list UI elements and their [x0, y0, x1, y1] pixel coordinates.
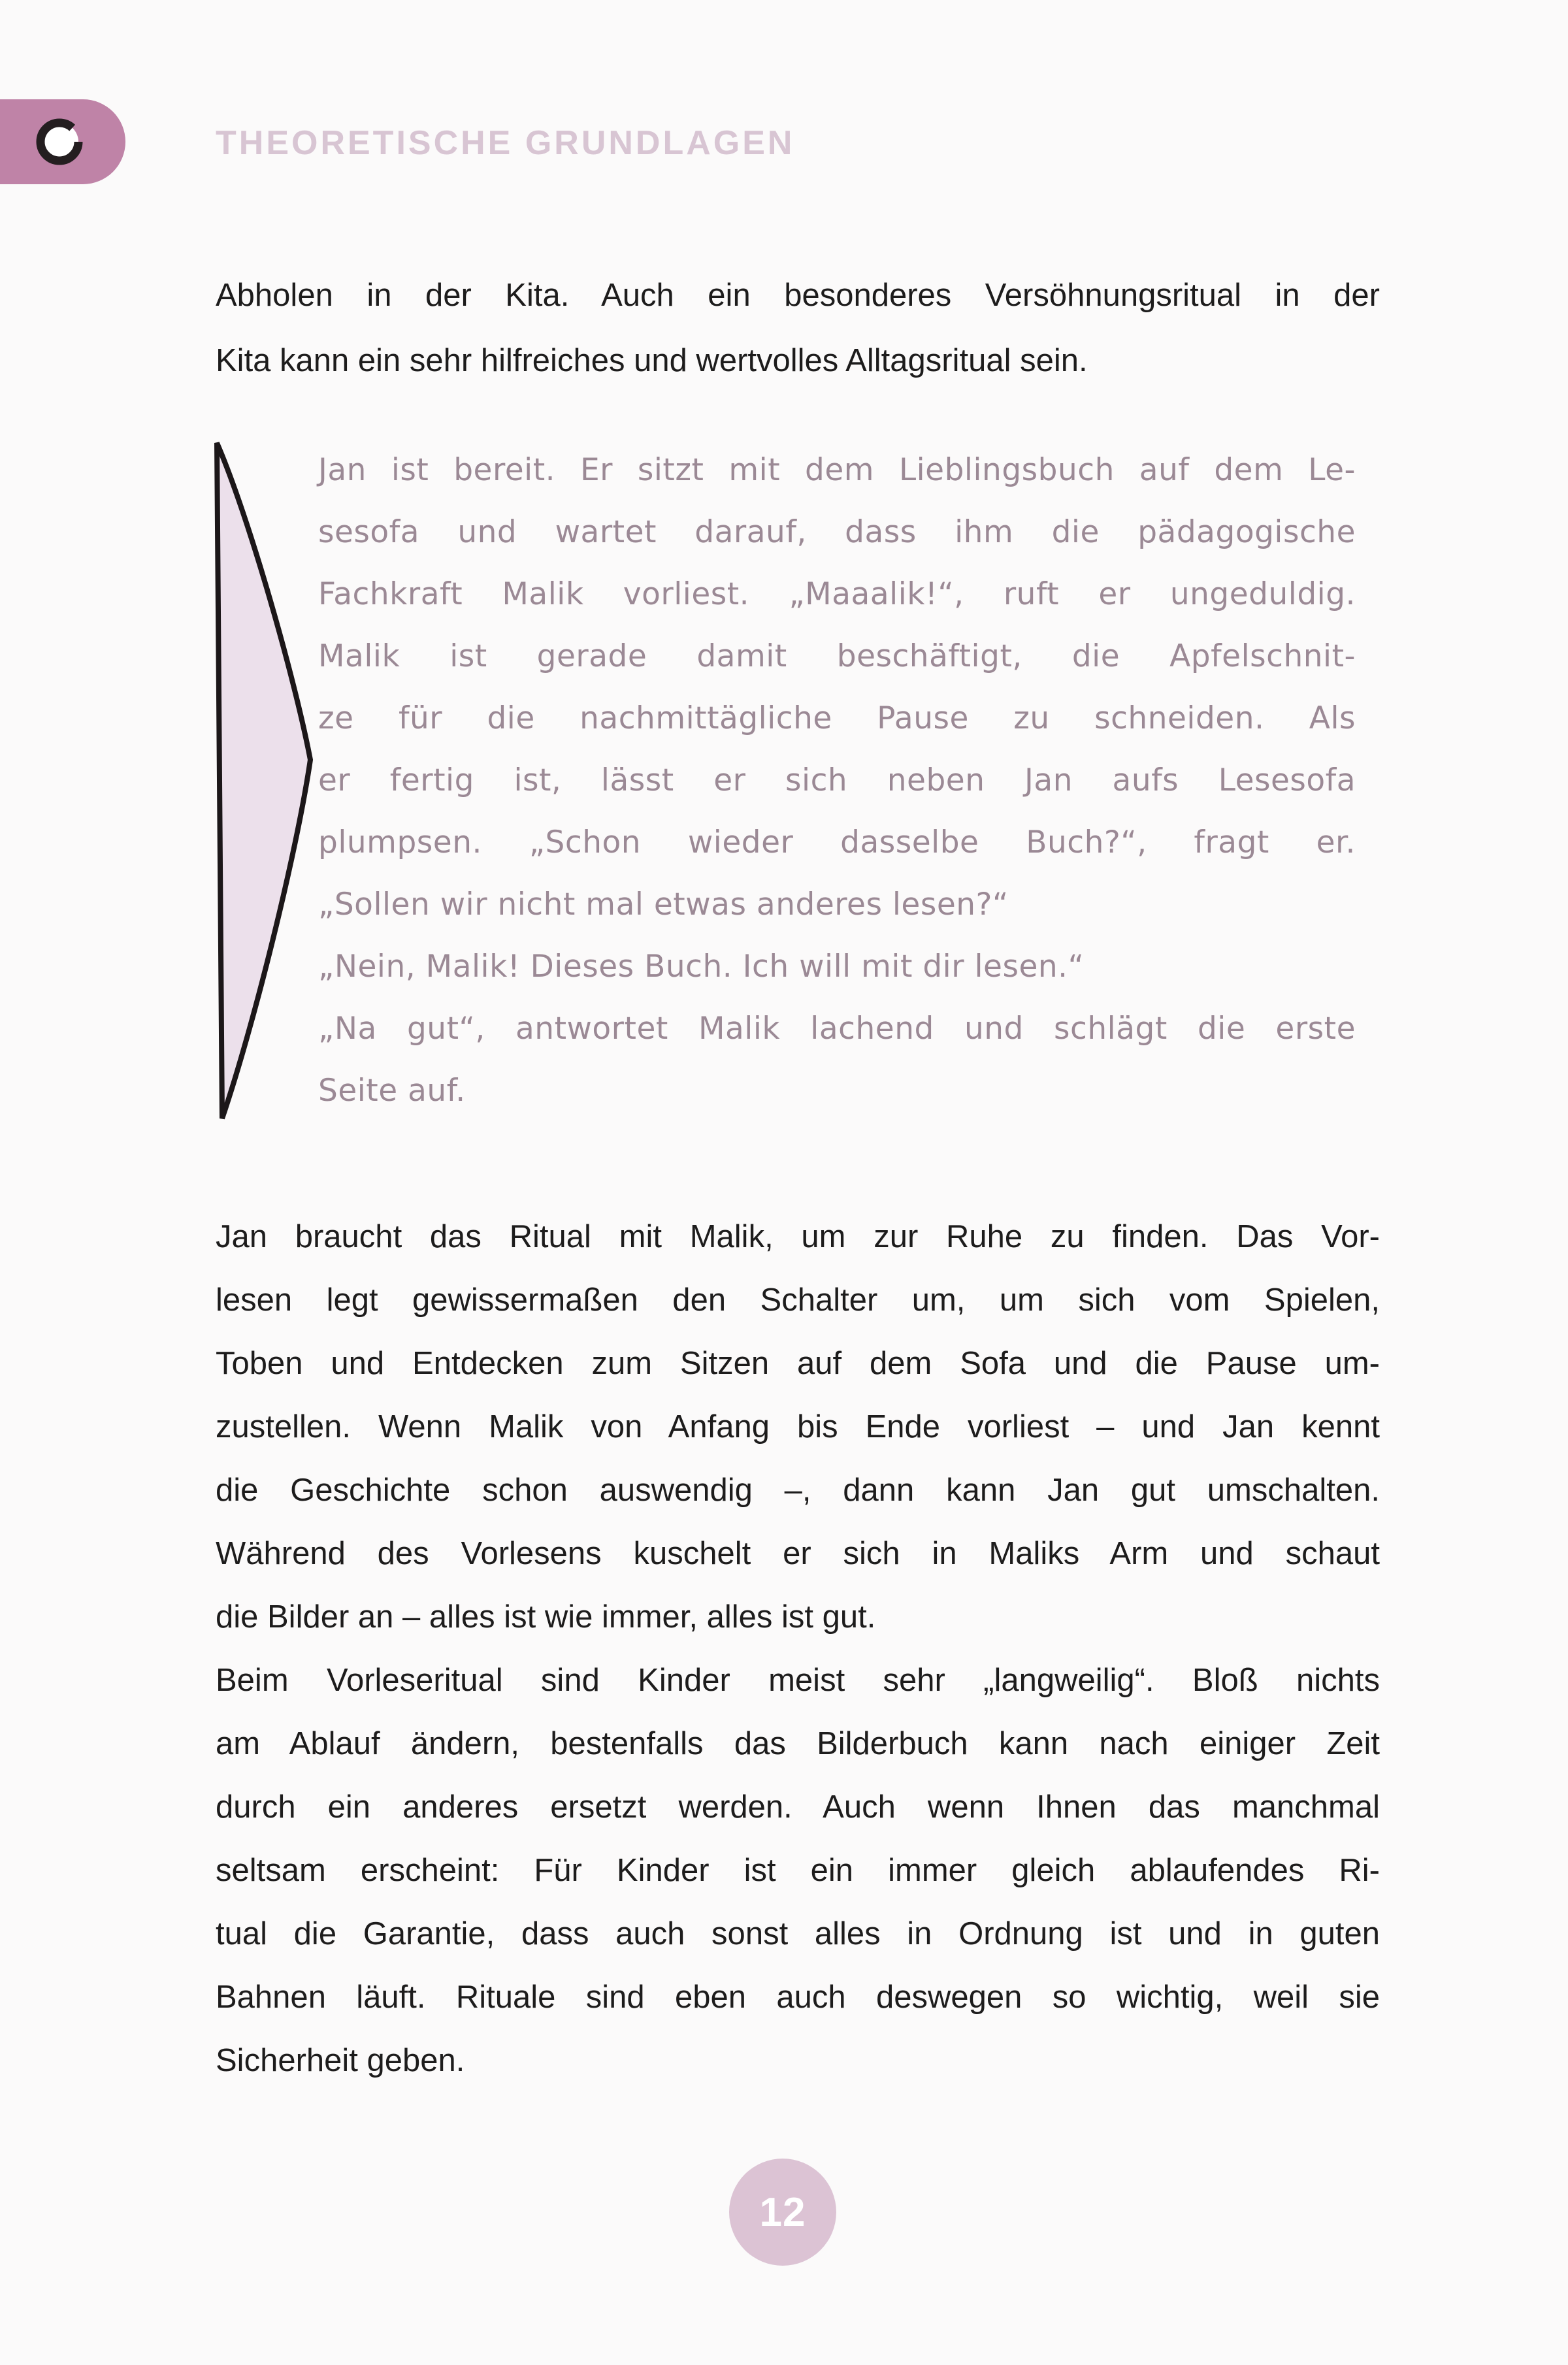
intro-line: Abholen in der Kita. Auch ein besonderes Versöhnungsritual in der	[216, 278, 1380, 313]
body-line: zustellen. Wenn Malik von Anfang bis Ende vorliest – und Jan kennt	[216, 1409, 1380, 1444]
quote-line: Malik ist gerade damit beschäftigt, die Apfelschnit-	[318, 638, 1356, 674]
body-line: Jan braucht das Ritual mit Malik, um zur Ruhe zu finden. Das Vor-	[216, 1219, 1380, 1254]
body-line: tual die Garantie, dass auch sonst alles in Ordnung ist und in guten	[216, 1916, 1380, 1951]
quote-line: Jan ist bereit. Er sitzt mit dem Lieblingsbuch auf dem Le-	[318, 452, 1356, 488]
body-line: Bahnen läuft. Rituale sind eben auch deswegen so wichtig, weil sie	[216, 1980, 1380, 2015]
quote-line: Fachkraft Malik vorliest. „Maaalik!“, ruft er ungeduldig.	[318, 576, 1356, 612]
intro-line: Kita kann ein sehr hilfreiches und wertvolles Alltagsritual sein.	[216, 343, 1088, 378]
body-line: durch ein anderes ersetzt werden. Auch wenn Ihnen das manchmal	[216, 1789, 1380, 1825]
page-number: 12	[759, 2189, 806, 2235]
body-line: am Ablauf ändern, bestenfalls das Bilderbuch kann nach einiger Zeit	[216, 1726, 1380, 1761]
page-number-badge	[729, 2159, 836, 2266]
quote-line: „Sollen wir nicht mal etwas anderes lesen?“	[318, 887, 1009, 922]
intro-paragraph	[216, 263, 1380, 393]
body-line: Sicherheit geben.	[216, 2043, 465, 2078]
body-line: die Bilder an – alles ist wie immer, alles ist gut.	[216, 1599, 876, 1635]
ring-doodle-icon	[30, 112, 89, 171]
story-quote-text	[318, 439, 1356, 1122]
quote-line: sesofa und wartet darauf, dass ihm die pädagogische	[318, 514, 1356, 550]
body-line: Toben und Entdecken zum Sitzen auf dem Sofa und die Pause um-	[216, 1346, 1380, 1381]
body-line: seltsam erscheint: Für Kinder ist ein immer gleich ablaufendes Ri-	[216, 1853, 1380, 1888]
quote-line: Seite auf.	[318, 1073, 466, 1109]
quote-line: „Na gut“, antwortet Malik lachend und schlägt die erste	[318, 1011, 1356, 1047]
quote-line: er fertig ist, lässt er sich neben Jan aufs Lesesofa	[318, 762, 1356, 798]
quote-line: plumpsen. „Schon wieder dasselbe Buch?“, fragt er.	[318, 824, 1356, 860]
body-line: Während des Vorlesens kuschelt er sich in Maliks Arm und schaut	[216, 1536, 1380, 1571]
body-paragraphs	[216, 1205, 1380, 2093]
quote-line: „Nein, Malik! Dieses Buch. Ich will mit dir lesen.“	[318, 949, 1085, 985]
story-arrow-shape	[197, 435, 318, 1128]
body-line: die Geschichte schon auswendig –, dann kann Jan gut umschalten.	[216, 1473, 1380, 1508]
chapter-tab	[0, 99, 125, 184]
chapter-heading: THEORETISCHE GRUNDLAGEN	[216, 124, 795, 162]
quote-line: ze für die nachmittägliche Pause zu schneiden. Als	[318, 700, 1356, 736]
body-line: Beim Vorleseritual sind Kinder meist sehr „langweilig“. Bloß nichts	[216, 1663, 1380, 1698]
body-line: lesen legt gewissermaßen den Schalter um, um sich vom Spielen,	[216, 1282, 1380, 1318]
